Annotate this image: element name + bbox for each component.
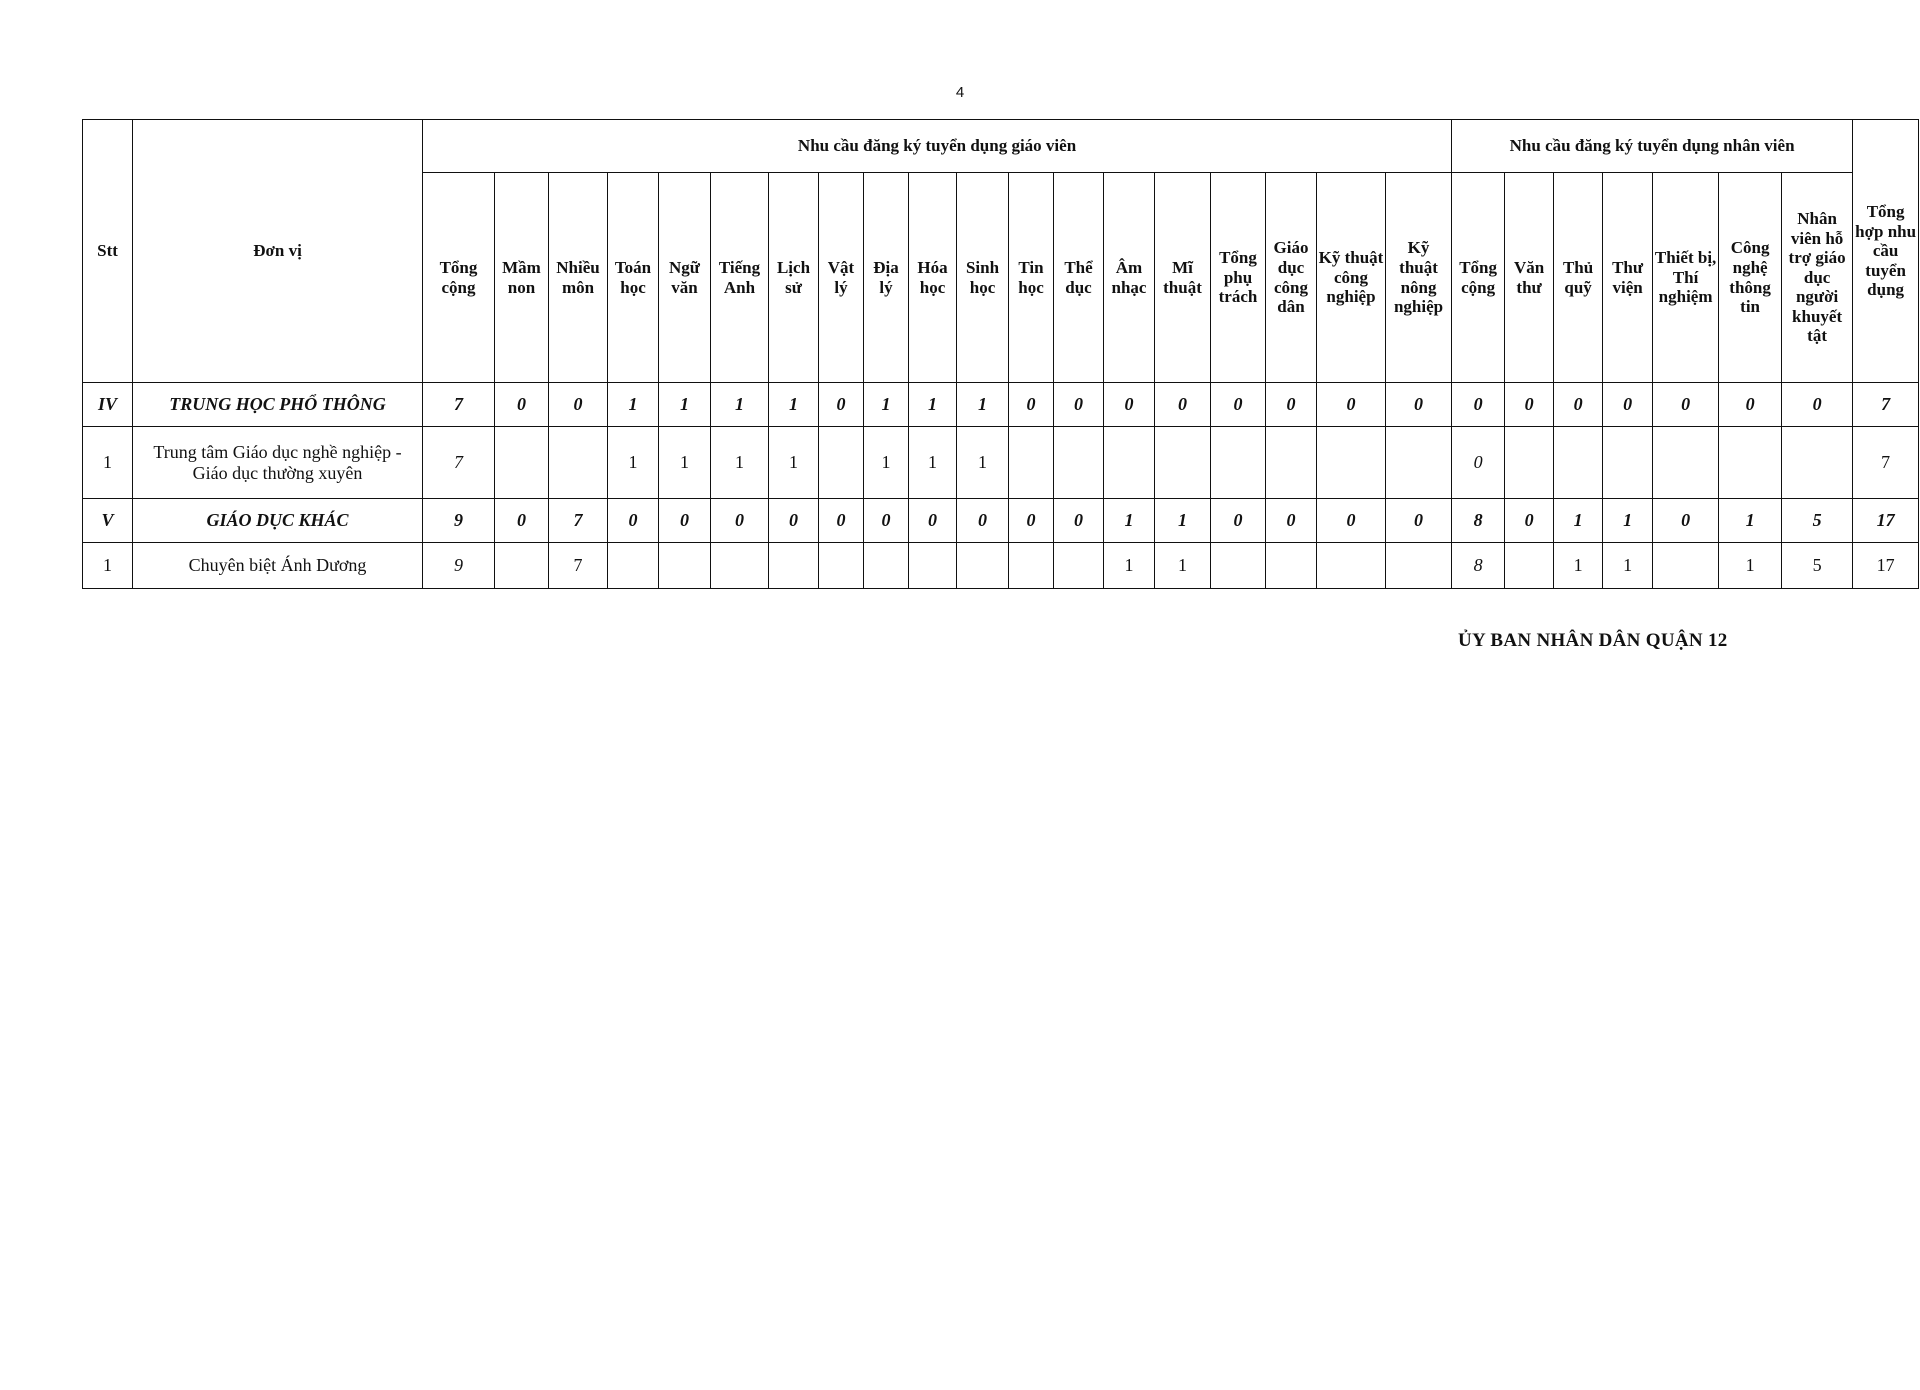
- teacher-column-header: Tổng phụ trách: [1211, 173, 1266, 383]
- teacher-column-header: Tiếng Anh: [711, 173, 769, 383]
- table-cell: 0: [1452, 383, 1505, 427]
- table-cell: 0: [1782, 383, 1853, 427]
- table-cell: [1009, 427, 1054, 499]
- table-cell: 0: [1386, 383, 1452, 427]
- unit-row: [83, 543, 1919, 589]
- table-cell: 0: [1009, 383, 1054, 427]
- table-cell: 0: [1266, 499, 1317, 543]
- teacher-column-header: Lịch sử: [769, 173, 819, 383]
- table-cell: 1: [659, 427, 711, 499]
- table-cell: [1317, 427, 1386, 499]
- recruitment-table: [82, 119, 1919, 589]
- table-cell: [1719, 427, 1782, 499]
- table-cell: 1: [769, 427, 819, 499]
- table-cell: 1: [909, 383, 957, 427]
- table-cell: [495, 427, 549, 499]
- table-cell: 0: [1266, 383, 1317, 427]
- table-cell: [909, 543, 957, 589]
- table-cell: 0: [608, 499, 659, 543]
- table-cell: [1155, 427, 1211, 499]
- row-unit-name: TRUNG HỌC PHỔ THÔNG: [133, 383, 423, 427]
- staff-column-header: Thiết bị, Thí nghiệm: [1653, 173, 1719, 383]
- table-cell: 9: [423, 543, 495, 589]
- teacher-column-header: Âm nhạc: [1104, 173, 1155, 383]
- teacher-column-header: Kỹ thuật công nghiệp: [1317, 173, 1386, 383]
- table-cell: 0: [1603, 383, 1653, 427]
- table-cell: 5: [1782, 543, 1853, 589]
- unit-header: Đơn vị: [133, 120, 423, 383]
- table-cell: 17: [1853, 499, 1919, 543]
- table-cell: 0: [1211, 383, 1266, 427]
- table-cell: 0: [1653, 499, 1719, 543]
- table-cell: 1: [1719, 499, 1782, 543]
- table-cell: 9: [423, 499, 495, 543]
- row-unit-name: GIÁO DỤC KHÁC: [133, 499, 423, 543]
- table-cell: 1: [1719, 543, 1782, 589]
- table-cell: [1653, 543, 1719, 589]
- table-cell: 1: [957, 383, 1009, 427]
- table-cell: 0: [495, 499, 549, 543]
- teacher-column-header: Tổng cộng: [423, 173, 495, 383]
- row-unit-name: Chuyên biệt Ánh Dương: [133, 543, 423, 589]
- table-cell: [1009, 543, 1054, 589]
- row-stt: 1: [83, 543, 133, 589]
- table-cell: [608, 543, 659, 589]
- table-cell: [1782, 427, 1853, 499]
- table-cell: [1104, 427, 1155, 499]
- table-cell: 0: [1452, 427, 1505, 499]
- table-cell: [1386, 543, 1452, 589]
- table-cell: [1054, 427, 1104, 499]
- teacher-column-header: Vật lý: [819, 173, 864, 383]
- teacher-column-header: Kỹ thuật nông nghiệp: [1386, 173, 1452, 383]
- table-cell: [819, 543, 864, 589]
- table-cell: 0: [819, 499, 864, 543]
- table-cell: 0: [1505, 383, 1554, 427]
- teacher-group-header: Nhu cầu đăng ký tuyển dụng giáo viên: [423, 120, 1452, 173]
- teacher-column-header: Ngữ văn: [659, 173, 711, 383]
- table-cell: 0: [1104, 383, 1155, 427]
- table-cell: [769, 543, 819, 589]
- table-cell: [549, 427, 608, 499]
- signature-title: ỦY BAN NHÂN DÂN QUẬN 12: [1458, 630, 1728, 651]
- table-cell: 1: [711, 383, 769, 427]
- stt-header: Stt: [83, 120, 133, 383]
- teacher-column-header: Tin học: [1009, 173, 1054, 383]
- table-cell: [1554, 427, 1603, 499]
- table-cell: 5: [1782, 499, 1853, 543]
- table-cell: 0: [1317, 383, 1386, 427]
- table-cell: [495, 543, 549, 589]
- table-cell: [1603, 427, 1653, 499]
- section-row: [83, 383, 1919, 427]
- table-cell: [1266, 543, 1317, 589]
- table-cell: [1317, 543, 1386, 589]
- table-cell: 0: [1505, 499, 1554, 543]
- table-cell: 7: [423, 383, 495, 427]
- table-cell: 1: [1603, 543, 1653, 589]
- staff-column-header: Thư viện: [1603, 173, 1653, 383]
- table-cell: 17: [1853, 543, 1919, 589]
- table-cell: 7: [423, 427, 495, 499]
- table-cell: 7: [1853, 427, 1919, 499]
- table-cell: [1653, 427, 1719, 499]
- table-cell: 0: [1211, 499, 1266, 543]
- table-cell: [659, 543, 711, 589]
- table-cell: 8: [1452, 499, 1505, 543]
- table-cell: 1: [769, 383, 819, 427]
- teacher-column-header: Thể dục: [1054, 173, 1104, 383]
- staff-column-header: Thủ quỹ: [1554, 173, 1603, 383]
- table-cell: 1: [864, 427, 909, 499]
- teacher-column-header: Toán học: [608, 173, 659, 383]
- table-cell: 0: [1054, 499, 1104, 543]
- table-cell: [1211, 543, 1266, 589]
- table-cell: 1: [1104, 499, 1155, 543]
- table-cell: [1054, 543, 1104, 589]
- table-cell: 0: [1155, 383, 1211, 427]
- table-cell: 1: [957, 427, 1009, 499]
- teacher-column-header: Giáo dục công dân: [1266, 173, 1317, 383]
- unit-row: [83, 427, 1919, 499]
- teacher-column-header: Mĩ thuật: [1155, 173, 1211, 383]
- table-cell: 0: [549, 383, 608, 427]
- table-cell: 0: [1719, 383, 1782, 427]
- table-cell: [1386, 427, 1452, 499]
- table-cell: [1266, 427, 1317, 499]
- teacher-column-header: Địa lý: [864, 173, 909, 383]
- table-cell: 1: [909, 427, 957, 499]
- teacher-column-header: Nhiều môn: [549, 173, 608, 383]
- teacher-column-header: Hóa học: [909, 173, 957, 383]
- row-stt: IV: [83, 383, 133, 427]
- table-cell: 0: [769, 499, 819, 543]
- table-cell: 7: [549, 499, 608, 543]
- table-cell: 1: [1104, 543, 1155, 589]
- table-cell: 0: [711, 499, 769, 543]
- table-cell: 0: [1009, 499, 1054, 543]
- teacher-column-header: Mầm non: [495, 173, 549, 383]
- table-cell: 1: [659, 383, 711, 427]
- table-cell: 0: [659, 499, 711, 543]
- table-cell: 7: [1853, 383, 1919, 427]
- table-cell: 1: [1554, 499, 1603, 543]
- table-body: [83, 383, 1919, 589]
- staff-column-header: Nhân viên hỗ trợ giáo dục người khuyết tật: [1782, 173, 1853, 383]
- row-stt: V: [83, 499, 133, 543]
- table-cell: 1: [1554, 543, 1603, 589]
- staff-column-header: Văn thư: [1505, 173, 1554, 383]
- table-cell: [1211, 427, 1266, 499]
- table-cell: 1: [608, 383, 659, 427]
- table-cell: 0: [864, 499, 909, 543]
- table-cell: 0: [1054, 383, 1104, 427]
- overall-header: Tổng hợp nhu cầu tuyển dụng: [1853, 120, 1919, 383]
- table-cell: 0: [1554, 383, 1603, 427]
- table-cell: 0: [819, 383, 864, 427]
- table-cell: 0: [909, 499, 957, 543]
- staff-group-header: Nhu cầu đăng ký tuyển dụng nhân viên: [1452, 120, 1853, 173]
- table-cell: [864, 543, 909, 589]
- table-cell: 1: [1603, 499, 1653, 543]
- row-unit-name: Trung tâm Giáo dục nghề nghiệp - Giáo dục thường xuyên: [133, 427, 423, 499]
- table-cell: [957, 543, 1009, 589]
- table-cell: 1: [1155, 543, 1211, 589]
- table-cell: 0: [1386, 499, 1452, 543]
- table-cell: 0: [957, 499, 1009, 543]
- table-cell: [819, 427, 864, 499]
- table-cell: [711, 543, 769, 589]
- table-cell: 1: [1155, 499, 1211, 543]
- section-row: [83, 499, 1919, 543]
- row-stt: 1: [83, 427, 133, 499]
- table-cell: 1: [608, 427, 659, 499]
- teacher-column-header: Sinh học: [957, 173, 1009, 383]
- table-cell: 7: [549, 543, 608, 589]
- table-cell: 0: [495, 383, 549, 427]
- table-cell: 8: [1452, 543, 1505, 589]
- staff-column-header: Tổng cộng: [1452, 173, 1505, 383]
- table-cell: 0: [1317, 499, 1386, 543]
- table-cell: [1505, 543, 1554, 589]
- table-cell: 1: [711, 427, 769, 499]
- table-cell: [1505, 427, 1554, 499]
- staff-column-header: Công nghệ thông tin: [1719, 173, 1782, 383]
- page-number: 4: [955, 84, 965, 101]
- table-cell: 1: [864, 383, 909, 427]
- table-cell: 0: [1653, 383, 1719, 427]
